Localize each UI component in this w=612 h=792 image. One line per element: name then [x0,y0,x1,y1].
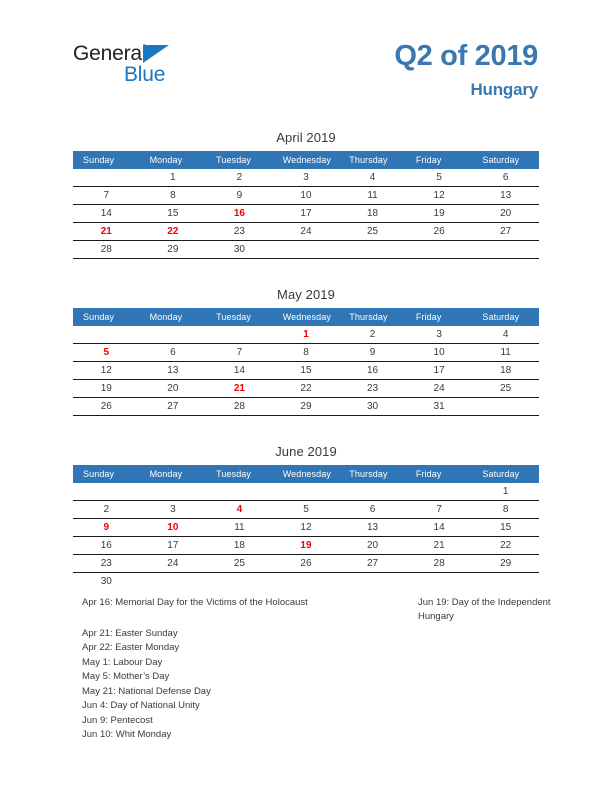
day-cell[interactable]: 5 [73,344,140,362]
day-cell[interactable]: 15 [273,362,340,380]
weekday-header-saturday: Saturday [472,151,539,169]
day-cell[interactable]: 19 [73,380,140,398]
week-row [73,241,539,259]
legend-item: Apr 22: Easter Monday [82,642,180,654]
day-cell[interactable]: 26 [406,223,473,241]
month-title: May 2019 [277,287,335,302]
day-cell[interactable]: 12 [273,519,340,537]
weekday-header-monday: Monday [140,151,207,169]
month-grid [73,308,539,416]
day-cell[interactable]: 14 [73,205,140,223]
legend-item: May 5: Mother’s Day [82,671,170,683]
weekday-header-sunday: Sunday [73,465,140,483]
day-cell[interactable]: 8 [140,187,207,205]
month-grid [73,151,539,259]
day-cell-empty [73,326,140,344]
day-cell[interactable]: 15 [140,205,207,223]
day-cell[interactable]: 3 [406,326,473,344]
day-cell-empty [140,326,207,344]
day-cell[interactable]: 1 [140,169,207,187]
day-cell[interactable]: 31 [406,398,473,416]
weekday-header-row [73,308,539,326]
day-cell-empty [140,483,207,501]
day-cell[interactable]: 29 [472,555,539,573]
weekday-header-sunday: Sunday [73,308,140,326]
day-cell[interactable]: 12 [73,362,140,380]
day-cell[interactable]: 6 [140,344,207,362]
day-cell[interactable]: 14 [206,362,273,380]
week-row [73,326,539,344]
day-cell[interactable]: 2 [73,501,140,519]
day-cell[interactable]: 22 [472,537,539,555]
triangle-icon [143,45,169,63]
day-cell[interactable]: 22 [140,223,207,241]
day-cell-empty [73,169,140,187]
day-cell[interactable]: 29 [273,398,340,416]
brand-logo[interactable] [73,42,203,90]
day-cell[interactable]: 19 [406,205,473,223]
weekday-header-friday: Friday [406,308,473,326]
day-cell[interactable]: 26 [73,398,140,416]
title-block [394,40,538,101]
day-cell[interactable]: 9 [339,344,406,362]
day-cell[interactable]: 16 [73,537,140,555]
day-cell[interactable]: 1 [472,483,539,501]
day-cell[interactable]: 22 [273,380,340,398]
day-cell-empty [273,241,340,259]
day-cell[interactable]: 21 [206,380,273,398]
day-cell[interactable]: 24 [273,223,340,241]
weekday-header-tuesday: Tuesday [206,308,273,326]
day-cell[interactable]: 1 [273,326,340,344]
day-cell[interactable]: 4 [339,169,406,187]
week-row [73,501,539,519]
legend-item: Apr 21: Easter Sunday [82,628,178,639]
page-header [0,0,612,100]
month-block [73,130,539,259]
day-cell[interactable]: 16 [339,362,406,380]
day-cell[interactable]: 8 [472,501,539,519]
day-cell[interactable]: 17 [273,205,340,223]
day-cell-empty [406,483,473,501]
day-cell[interactable]: 18 [472,362,539,380]
day-cell[interactable]: 27 [140,398,207,416]
day-cell[interactable]: 5 [406,169,473,187]
brand-name-general: General [73,42,147,65]
legend-item: Jun 4: Day of National Unity [82,700,200,712]
day-cell[interactable]: 23 [206,223,273,241]
day-cell-empty [472,573,539,591]
weekday-header-monday: Monday [140,465,207,483]
weekday-header-sunday: Sunday [73,151,140,169]
day-cell[interactable]: 9 [206,187,273,205]
calendar-months [0,130,612,590]
day-cell[interactable]: 6 [339,501,406,519]
day-cell-empty [339,241,406,259]
day-cell[interactable]: 21 [406,537,473,555]
day-cell[interactable]: 11 [206,519,273,537]
week-row [73,187,539,205]
day-cell[interactable]: 25 [472,380,539,398]
holiday-legend [0,596,612,741]
weekday-header-saturday: Saturday [472,465,539,483]
day-cell[interactable]: 5 [273,501,340,519]
weekday-header-friday: Friday [406,465,473,483]
day-cell[interactable]: 12 [406,187,473,205]
legend-featured-row [0,596,612,622]
page-title: Q2 of 2019 [394,40,538,72]
day-cell-empty [472,241,539,259]
day-cell[interactable]: 27 [339,555,406,573]
day-cell-empty [206,573,273,591]
day-cell-empty [472,398,539,416]
day-cell-empty [339,483,406,501]
day-cell[interactable]: 20 [140,380,207,398]
day-cell[interactable]: 10 [406,344,473,362]
weekday-header-thursday: Thursday [339,151,406,169]
brand-name-blue: Blue [124,63,166,86]
legend-featured-left: Apr 16: Memorial Day for the Victims of the Holocaust [82,597,308,608]
week-row [73,205,539,223]
day-cell[interactable]: 7 [73,187,140,205]
day-cell[interactable]: 11 [472,344,539,362]
day-cell[interactable]: 6 [472,169,539,187]
weekday-header-saturday: Saturday [472,308,539,326]
day-cell[interactable]: 2 [339,326,406,344]
day-cell[interactable]: 4 [472,326,539,344]
day-cell[interactable]: 24 [140,555,207,573]
weekday-header-wednesday: Wednesday [273,465,340,483]
day-cell[interactable]: 10 [140,519,207,537]
day-cell[interactable]: 30 [206,241,273,259]
weekday-header-thursday: Thursday [339,465,406,483]
day-cell[interactable]: 19 [273,537,340,555]
weekday-header-thursday: Thursday [339,308,406,326]
week-row [73,573,539,591]
day-cell[interactable]: 29 [140,241,207,259]
weekday-header-tuesday: Tuesday [206,151,273,169]
day-cell[interactable]: 3 [273,169,340,187]
weekday-header-friday: Friday [406,151,473,169]
month-grid [73,465,539,590]
day-cell[interactable]: 20 [472,205,539,223]
day-cell-empty [206,326,273,344]
day-cell[interactable]: 7 [406,501,473,519]
legend-item: Jun 9: Pentecost [82,714,153,726]
week-row [73,483,539,501]
day-cell[interactable]: 15 [472,519,539,537]
weekday-header-row [73,151,539,169]
day-cell[interactable]: 14 [406,519,473,537]
day-cell[interactable]: 23 [73,555,140,573]
week-row [73,519,539,537]
day-cell[interactable]: 28 [206,398,273,416]
day-cell[interactable]: 28 [406,555,473,573]
month-title: June 2019 [275,444,337,459]
day-cell[interactable]: 7 [206,344,273,362]
day-cell[interactable]: 21 [73,223,140,241]
day-cell[interactable]: 27 [472,223,539,241]
day-cell[interactable]: 13 [472,187,539,205]
day-cell[interactable]: 30 [339,398,406,416]
day-cell[interactable]: 28 [73,241,140,259]
day-cell[interactable]: 3 [140,501,207,519]
legend-item-list [82,627,211,743]
week-row [73,537,539,555]
day-cell-empty [339,573,406,591]
day-cell[interactable]: 24 [406,380,473,398]
day-cell[interactable]: 9 [73,519,140,537]
legend-item: May 21: National Defense Day [82,685,211,697]
legend-item: May 1: Labour Day [82,656,163,668]
legend-featured-right: Jun 19: Day of the Independent Hungary [418,597,551,622]
day-cell-empty [273,573,340,591]
day-cell[interactable]: 18 [206,537,273,555]
week-row [73,169,539,187]
day-cell[interactable]: 20 [339,537,406,555]
week-row [73,344,539,362]
day-cell-empty [73,483,140,501]
day-cell[interactable]: 17 [406,362,473,380]
month-title: April 2019 [276,130,336,145]
week-row [73,362,539,380]
day-cell[interactable]: 13 [140,362,207,380]
day-cell-empty [406,241,473,259]
day-cell[interactable]: 23 [339,380,406,398]
week-row [73,223,539,241]
week-row [73,380,539,398]
month-block [73,444,539,590]
day-cell[interactable]: 11 [339,187,406,205]
day-cell[interactable]: 17 [140,537,207,555]
week-row [73,398,539,416]
day-cell[interactable]: 10 [273,187,340,205]
day-cell[interactable]: 25 [339,223,406,241]
month-block [73,287,539,416]
day-cell[interactable]: 25 [206,555,273,573]
legend-item: Jun 10: Whit Monday [82,729,172,741]
day-cell-empty [140,573,207,591]
day-cell[interactable]: 16 [206,205,273,223]
day-cell[interactable]: 30 [100,576,112,587]
day-cell[interactable]: 18 [339,205,406,223]
day-cell[interactable]: 13 [339,519,406,537]
day-cell[interactable]: 8 [273,344,340,362]
country-subtitle: Hungary [470,80,538,100]
weekday-header-wednesday: Wednesday [273,151,340,169]
day-cell-empty [406,573,473,591]
day-cell-empty [273,483,340,501]
day-cell[interactable]: 26 [273,555,340,573]
weekday-header-tuesday: Tuesday [206,465,273,483]
day-cell[interactable]: 4 [206,501,273,519]
weekday-header-row [73,465,539,483]
weekday-header-wednesday: Wednesday [273,308,340,326]
day-cell[interactable]: 2 [206,169,273,187]
day-cell-empty [206,483,273,501]
weekday-header-monday: Monday [140,308,207,326]
week-row [73,555,539,573]
